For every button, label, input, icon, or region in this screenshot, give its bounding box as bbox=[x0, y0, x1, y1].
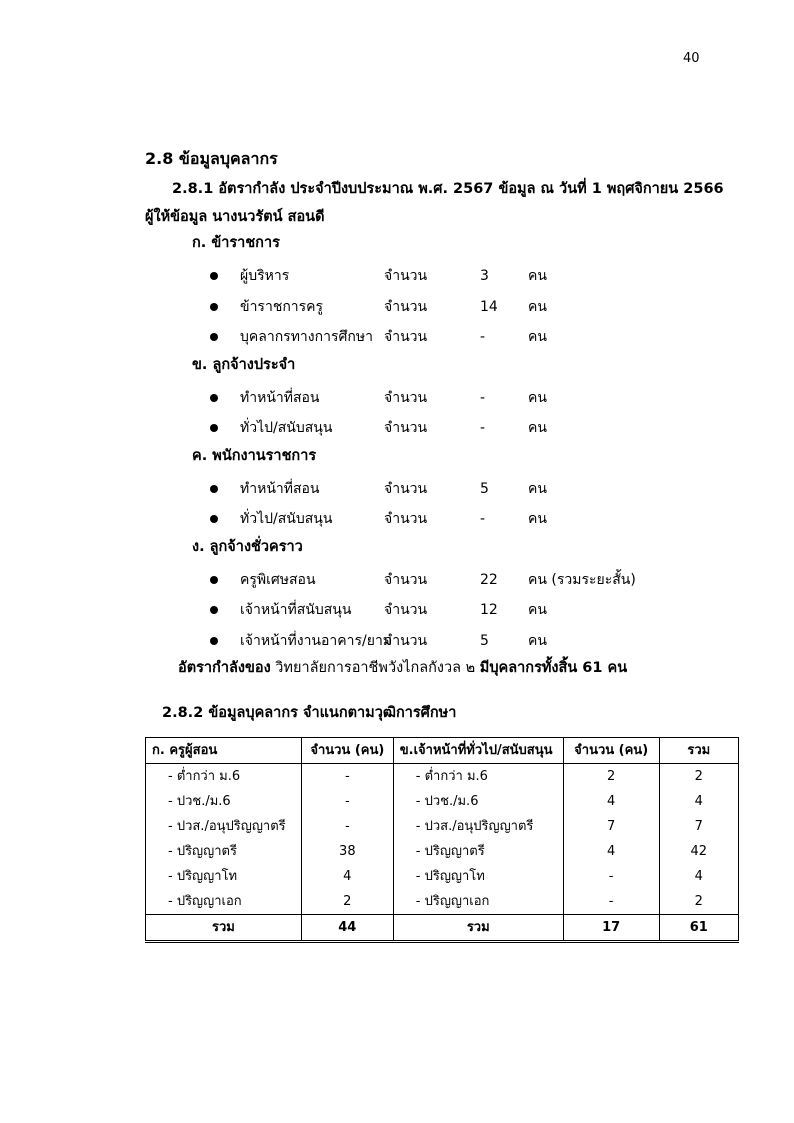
bullet-icon bbox=[210, 303, 218, 311]
summary-college: วิทยาลัยการอาชีพวังไกลกังวล ๒ bbox=[275, 660, 476, 676]
cell-total: 4 bbox=[659, 864, 738, 889]
cell-teacher-level: - ต่ำกว่า ม.6 bbox=[146, 764, 302, 790]
informant-line: ผู้ให้ข้อมูล นางนวรัตน์ สอนดี bbox=[145, 209, 325, 225]
item-person: คน bbox=[528, 298, 547, 315]
cell-total: 42 bbox=[659, 839, 738, 864]
item-person: คน bbox=[528, 389, 547, 406]
cell-support-level: - ปวส./อนุปริญญาตรี bbox=[393, 814, 563, 839]
item-person: คน bbox=[528, 511, 547, 527]
item-label: ทำหน้าที่สอน bbox=[240, 389, 320, 406]
item-unit: จำนวน bbox=[384, 632, 428, 649]
subsection-heading-2-8-1: 2.8.1 อัตรากำลัง ประจำปีงบประมาณ พ.ศ. 2567 ข้อมูล ณ วันที่ 1 พฤศจิกายน 2566 bbox=[172, 181, 724, 197]
cell-teacher-count: - bbox=[301, 814, 393, 839]
item-person: คน bbox=[528, 480, 547, 497]
table-header-row bbox=[146, 738, 739, 764]
subsection-heading-2-8-2: 2.8.2 ข้อมูลบุคลากร จำแนกตามวุฒิการศึกษา bbox=[162, 705, 457, 721]
staff-qualification-table bbox=[145, 737, 739, 943]
cell-support-level: - ปวช./ม.6 bbox=[393, 789, 563, 814]
cell-total: 2 bbox=[659, 889, 738, 915]
cell-support-level: - ปริญญาโท bbox=[393, 864, 563, 889]
item-label: บุคลากรทางการศึกษา bbox=[240, 329, 373, 345]
item-unit: จำนวน bbox=[384, 268, 428, 284]
cell-support-level: - ปริญญาเอก bbox=[393, 889, 563, 915]
bullet-icon bbox=[210, 424, 218, 432]
cell-support-count: - bbox=[563, 864, 659, 889]
list-item bbox=[0, 600, 794, 620]
item-unit: จำนวน bbox=[384, 389, 428, 406]
bullet-icon bbox=[210, 485, 218, 493]
item-value: 12 bbox=[480, 602, 498, 618]
item-label: เจ้าหน้าที่สนับสนุน bbox=[240, 602, 352, 618]
item-label: ทำหน้าที่สอน bbox=[240, 480, 320, 497]
table-row bbox=[146, 814, 739, 839]
list-item bbox=[0, 297, 794, 317]
table-row bbox=[146, 889, 739, 915]
item-label: ผู้บริหาร bbox=[240, 268, 290, 284]
item-person: คน (รวมระยะสั้น) bbox=[528, 571, 636, 588]
cell-teacher-count: - bbox=[301, 764, 393, 790]
total-cell-teacher-level: รวม bbox=[146, 915, 302, 942]
item-value: - bbox=[480, 420, 486, 436]
cell-support-count: - bbox=[563, 889, 659, 915]
cell-teacher-count: 38 bbox=[301, 839, 393, 864]
table-row bbox=[146, 864, 739, 889]
cell-total: 4 bbox=[659, 789, 738, 814]
cell-teacher-count: 2 bbox=[301, 889, 393, 915]
list-item bbox=[0, 631, 794, 651]
cell-total: 7 bbox=[659, 814, 738, 839]
item-unit: จำนวน bbox=[384, 480, 428, 497]
item-value: 5 bbox=[480, 632, 489, 649]
table-row bbox=[146, 839, 739, 864]
bullet-icon bbox=[210, 606, 218, 614]
table-total-row bbox=[146, 915, 739, 942]
summary-suffix: มีบุคลากรทั้งสิ้น 61 คน bbox=[479, 660, 628, 676]
total-cell-teacher-count: 44 bbox=[301, 915, 393, 942]
list-item bbox=[0, 418, 794, 438]
item-unit: จำนวน bbox=[384, 571, 428, 588]
cell-support-level: - ปริญญาตรี bbox=[393, 839, 563, 864]
list-item bbox=[0, 266, 794, 286]
item-unit: จำนวน bbox=[384, 602, 428, 618]
item-value: - bbox=[480, 389, 486, 406]
item-label: ทั่วไป/สนับสนุน bbox=[240, 420, 333, 436]
item-unit: จำนวน bbox=[384, 329, 428, 345]
item-person: คน bbox=[528, 329, 547, 345]
item-value: - bbox=[480, 511, 486, 527]
group-title: ค. พนักงานราชการ bbox=[192, 447, 317, 464]
header-support-staff: ข.เจ้าหน้าที่ทั่วไป/สนับสนุน bbox=[393, 738, 563, 764]
item-value: 14 bbox=[480, 298, 498, 315]
item-person: คน bbox=[528, 420, 547, 436]
item-person: คน bbox=[528, 268, 547, 284]
cell-support-count: 4 bbox=[563, 839, 659, 864]
header-support-count: จำนวน (คน) bbox=[563, 738, 659, 764]
item-value: 3 bbox=[480, 268, 489, 284]
bullet-icon bbox=[210, 272, 218, 280]
group-title: ก. ข้าราชการ bbox=[192, 235, 280, 251]
cell-total: 2 bbox=[659, 764, 738, 790]
item-person: คน bbox=[528, 632, 547, 649]
item-unit: จำนวน bbox=[384, 298, 428, 315]
item-label: ครูพิเศษสอน bbox=[240, 571, 316, 588]
table-row bbox=[146, 789, 739, 814]
list-item bbox=[0, 479, 794, 499]
list-item bbox=[0, 327, 794, 347]
group-title: ง. ลูกจ้างชั่วคราว bbox=[192, 538, 303, 555]
bullet-icon bbox=[210, 394, 218, 402]
list-item bbox=[0, 388, 794, 408]
bullet-icon bbox=[210, 333, 218, 341]
bullet-icon bbox=[210, 515, 218, 523]
cell-support-count: 4 bbox=[563, 789, 659, 814]
group-title: ข. ลูกจ้างประจำ bbox=[192, 356, 296, 373]
total-cell-support-level: รวม bbox=[393, 915, 563, 942]
summary-prefix: อัตรากำลังของ bbox=[178, 660, 271, 676]
header-total: รวม bbox=[659, 738, 738, 764]
item-unit: จำนวน bbox=[384, 511, 428, 527]
bullet-icon bbox=[210, 637, 218, 645]
total-cell-support-count: 17 bbox=[563, 915, 659, 942]
header-teachers: ก. ครูผู้สอน bbox=[146, 738, 302, 764]
item-unit: จำนวน bbox=[384, 420, 428, 436]
item-label: ทั่วไป/สนับสนุน bbox=[240, 511, 333, 527]
cell-teacher-level: - ปวช./ม.6 bbox=[146, 789, 302, 814]
section-heading: 2.8 ข้อมูลบุคลากร bbox=[145, 149, 278, 168]
cell-teacher-count: - bbox=[301, 789, 393, 814]
item-person: คน bbox=[528, 602, 547, 618]
total-cell-total: 61 bbox=[659, 915, 738, 942]
item-value: - bbox=[480, 329, 486, 345]
page-number: 40 bbox=[683, 51, 700, 66]
list-item bbox=[0, 509, 794, 529]
item-value: 5 bbox=[480, 480, 489, 497]
item-value: 22 bbox=[480, 571, 498, 588]
cell-teacher-level: - ปริญญาเอก bbox=[146, 889, 302, 915]
cell-support-count: 7 bbox=[563, 814, 659, 839]
cell-teacher-level: - ปริญญาตรี bbox=[146, 839, 302, 864]
header-teacher-count: จำนวน (คน) bbox=[301, 738, 393, 764]
list-item bbox=[0, 570, 794, 590]
bullet-icon bbox=[210, 576, 218, 584]
cell-support-level: - ต่ำกว่า ม.6 bbox=[393, 764, 563, 790]
table-row bbox=[146, 764, 739, 790]
cell-teacher-level: - ปวส./อนุปริญญาตรี bbox=[146, 814, 302, 839]
item-label: เจ้าหน้าที่งานอาคาร/ยาม bbox=[240, 632, 393, 649]
cell-teacher-level: - ปริญญาโท bbox=[146, 864, 302, 889]
item-label: ข้าราชการครู bbox=[240, 298, 324, 315]
summary-line bbox=[178, 661, 627, 676]
cell-teacher-count: 4 bbox=[301, 864, 393, 889]
cell-support-count: 2 bbox=[563, 764, 659, 790]
